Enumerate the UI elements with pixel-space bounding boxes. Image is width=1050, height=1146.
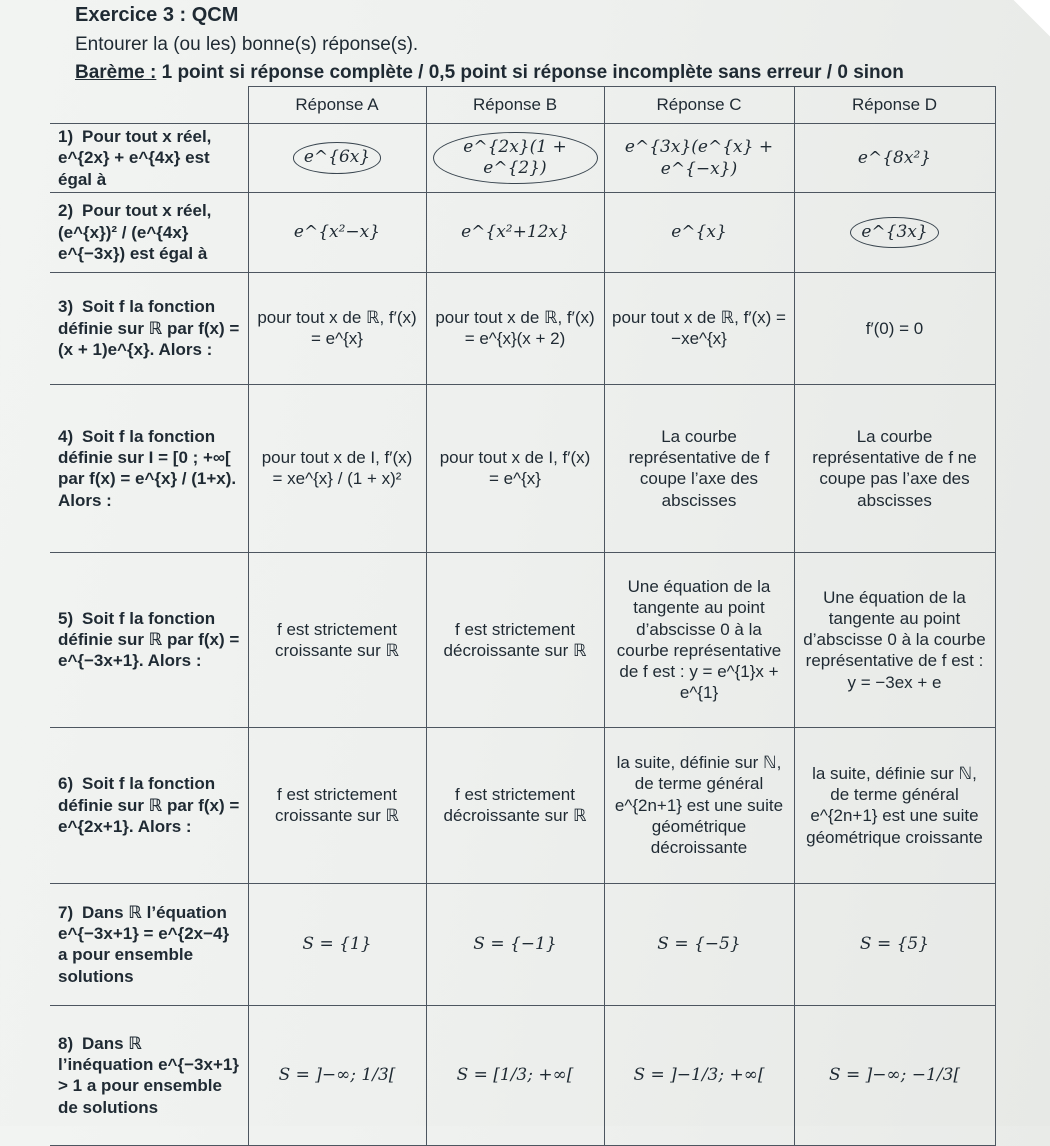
- question-number: 4): [58, 426, 74, 446]
- question-cell: [50, 192, 248, 272]
- question-text: Soit f la fonction définie sur ℝ par f(x) = (x + 1)e^{x}. Alors :: [58, 297, 240, 359]
- answer-text: S = {−1}: [473, 934, 557, 955]
- answer-a[interactable]: [248, 124, 426, 193]
- column-header-b: Réponse B: [426, 87, 604, 124]
- question-cell: [50, 883, 248, 1005]
- answer-text: f est strictement croissante sur ℝ: [274, 619, 399, 660]
- question-number: 1): [58, 127, 74, 146]
- question-cell: [50, 552, 248, 727]
- answer-text: e^{8x²}: [857, 147, 932, 168]
- question-number: 7): [58, 902, 74, 922]
- grading-scale: [75, 62, 904, 84]
- answer-text: pour tout x de I, f′(x) = e^{x}: [439, 448, 591, 489]
- answer-b[interactable]: [426, 124, 604, 193]
- answer-c[interactable]: [604, 192, 794, 272]
- answer-d[interactable]: [794, 124, 995, 193]
- answer-text: f est strictement décroissante sur ℝ: [443, 785, 587, 826]
- question-cell: [50, 384, 248, 552]
- paper-corner: [1010, 0, 1050, 40]
- answer-text: S = ]−∞; 1/3[: [278, 1065, 396, 1086]
- qcm-table: [50, 86, 996, 1146]
- column-header-a: Réponse A: [248, 87, 426, 124]
- answer-d[interactable]: [794, 727, 995, 883]
- question-row: [50, 727, 995, 883]
- answer-text: S = ]−∞; −1/3[: [828, 1065, 961, 1086]
- question-row: [50, 124, 995, 193]
- answer-text: f est strictement croissante sur ℝ: [274, 785, 399, 826]
- answer-b[interactable]: [426, 552, 604, 727]
- answer-b[interactable]: [426, 384, 604, 552]
- answer-b[interactable]: [426, 192, 604, 272]
- corner-cell: [50, 87, 248, 124]
- answer-c[interactable]: [604, 272, 794, 384]
- answer-text: La courbe représentative de f ne coupe pas l’axe des abscisses: [812, 426, 977, 510]
- answer-text: e^{3x}(e^{x} + e^{−x}): [624, 136, 774, 179]
- answer-text: pour tout x de ℝ, f′(x) = e^{x}(x + 2): [435, 308, 595, 349]
- question-row: [50, 272, 995, 384]
- answer-text: e^{x²+12x}: [461, 222, 569, 243]
- question-text: Soit f la fonction définie sur ℝ par f(x) = e^{−3x+1}. Alors :: [58, 608, 240, 671]
- answer-a[interactable]: [248, 192, 426, 272]
- grading-text: 1 point si réponse complète / 0,5 point si réponse incomplète sans erreur / 0 sinon: [156, 62, 904, 83]
- question-cell: [50, 727, 248, 883]
- answer-b[interactable]: [426, 272, 604, 384]
- answer-d[interactable]: [794, 883, 995, 1005]
- answer-text: S = {1}: [302, 934, 372, 955]
- answer-text: f′(0) = 0: [865, 318, 924, 338]
- question-text: Dans ℝ l’équation e^{−3x+1} = e^{2x−4} a pour ensemble solutions: [58, 902, 230, 986]
- question-number: 6): [58, 774, 74, 794]
- answer-a[interactable]: [248, 727, 426, 883]
- answer-text: e^{3x}: [850, 217, 938, 248]
- answer-d[interactable]: [794, 272, 995, 384]
- answer-c[interactable]: [604, 552, 794, 727]
- answer-text: e^{x}: [671, 222, 727, 243]
- answer-c[interactable]: [604, 384, 794, 552]
- question-number: 8): [58, 1033, 74, 1053]
- question-row: [50, 552, 995, 727]
- question-row: [50, 1005, 995, 1145]
- question-number: 2): [58, 201, 74, 221]
- column-header-c: Réponse C: [604, 87, 794, 124]
- column-header-d: Réponse D: [794, 87, 995, 124]
- answer-text: S = [1/3; +∞[: [456, 1065, 574, 1086]
- answer-text: e^{2x}(1 + e^{2}): [433, 132, 598, 185]
- answer-b[interactable]: [426, 883, 604, 1005]
- answer-d[interactable]: [794, 384, 995, 552]
- answer-text: S = ]−1/3; +∞[: [633, 1065, 765, 1086]
- answer-text: e^{x²−x}: [293, 222, 381, 243]
- question-row: [50, 192, 995, 272]
- question-number: 3): [58, 297, 74, 317]
- answer-text: pour tout x de I, f′(x) = xe^{x} / (1 + x)²: [261, 448, 413, 489]
- question-number: 5): [58, 608, 74, 628]
- answer-text: f est strictement décroissante sur ℝ: [443, 619, 587, 660]
- question-text: Soit f la fonction définie sur I = [0 ; +∞[ par f(x) = e^{x} / (1+x). Alors :: [58, 426, 237, 510]
- question-cell: [50, 272, 248, 384]
- answer-d[interactable]: [794, 192, 995, 272]
- answer-a[interactable]: [248, 552, 426, 727]
- answer-a[interactable]: [248, 384, 426, 552]
- answer-text: pour tout x de ℝ, f′(x) = e^{x}: [257, 308, 417, 349]
- question-text: Soit f la fonction définie sur ℝ par f(x) = e^{2x+1}. Alors :: [58, 774, 240, 836]
- answer-text: Une équation de la tangente au point d’abscisse 0 à la courbe représentative de f est : y = e^{1}x + e^{1}: [616, 577, 782, 703]
- answer-a[interactable]: [248, 1005, 426, 1145]
- answer-text: La courbe représentative de f coupe l’axe des abscisses: [628, 426, 770, 510]
- grading-label: Barème :: [75, 62, 157, 83]
- question-row: [50, 883, 995, 1005]
- answer-d[interactable]: [794, 552, 995, 727]
- answer-c[interactable]: [604, 1005, 794, 1145]
- question-row: [50, 384, 995, 552]
- answer-text: Une équation de la tangente au point d’abscisse 0 à la courbe représentative de f est : y = −3ex + e: [803, 587, 986, 692]
- answer-text: pour tout x de ℝ, f′(x) = −xe^{x}: [612, 308, 786, 349]
- answer-text: S = {−5}: [657, 934, 741, 955]
- answer-text: S = {5}: [859, 934, 930, 955]
- answer-c[interactable]: [604, 124, 794, 193]
- answer-c[interactable]: [604, 883, 794, 1005]
- exercise-title: Exercice 3 : QCM: [75, 4, 239, 26]
- instruction: Entourer la (ou les) bonne(s) réponse(s).: [75, 34, 419, 55]
- question-text: Pour tout x réel, (e^{x})² / (e^{4x} e^{−3x}) est égal à: [58, 201, 212, 263]
- question-text: Pour tout x réel, e^{2x} + e^{4x} est égal à: [58, 127, 212, 189]
- answer-a[interactable]: [248, 883, 426, 1005]
- question-cell: [50, 1005, 248, 1145]
- answer-b[interactable]: [426, 727, 604, 883]
- answer-c[interactable]: [604, 727, 794, 883]
- question-text: Dans ℝ l’inéquation e^{−3x+1} > 1 a pour ensemble de solutions: [58, 1033, 239, 1117]
- answer-text: e^{6x}: [293, 142, 381, 173]
- question-cell: [50, 124, 248, 193]
- answer-text: la suite, définie sur ℕ, de terme général e^{2n+1} est une suite géométrique décroissante: [614, 753, 784, 858]
- answer-text: la suite, définie sur ℕ, de terme général e^{2n+1} est une suite géométrique croissante: [806, 763, 983, 847]
- answer-a[interactable]: [248, 272, 426, 384]
- answer-b[interactable]: [426, 1005, 604, 1145]
- answer-d[interactable]: [794, 1005, 995, 1145]
